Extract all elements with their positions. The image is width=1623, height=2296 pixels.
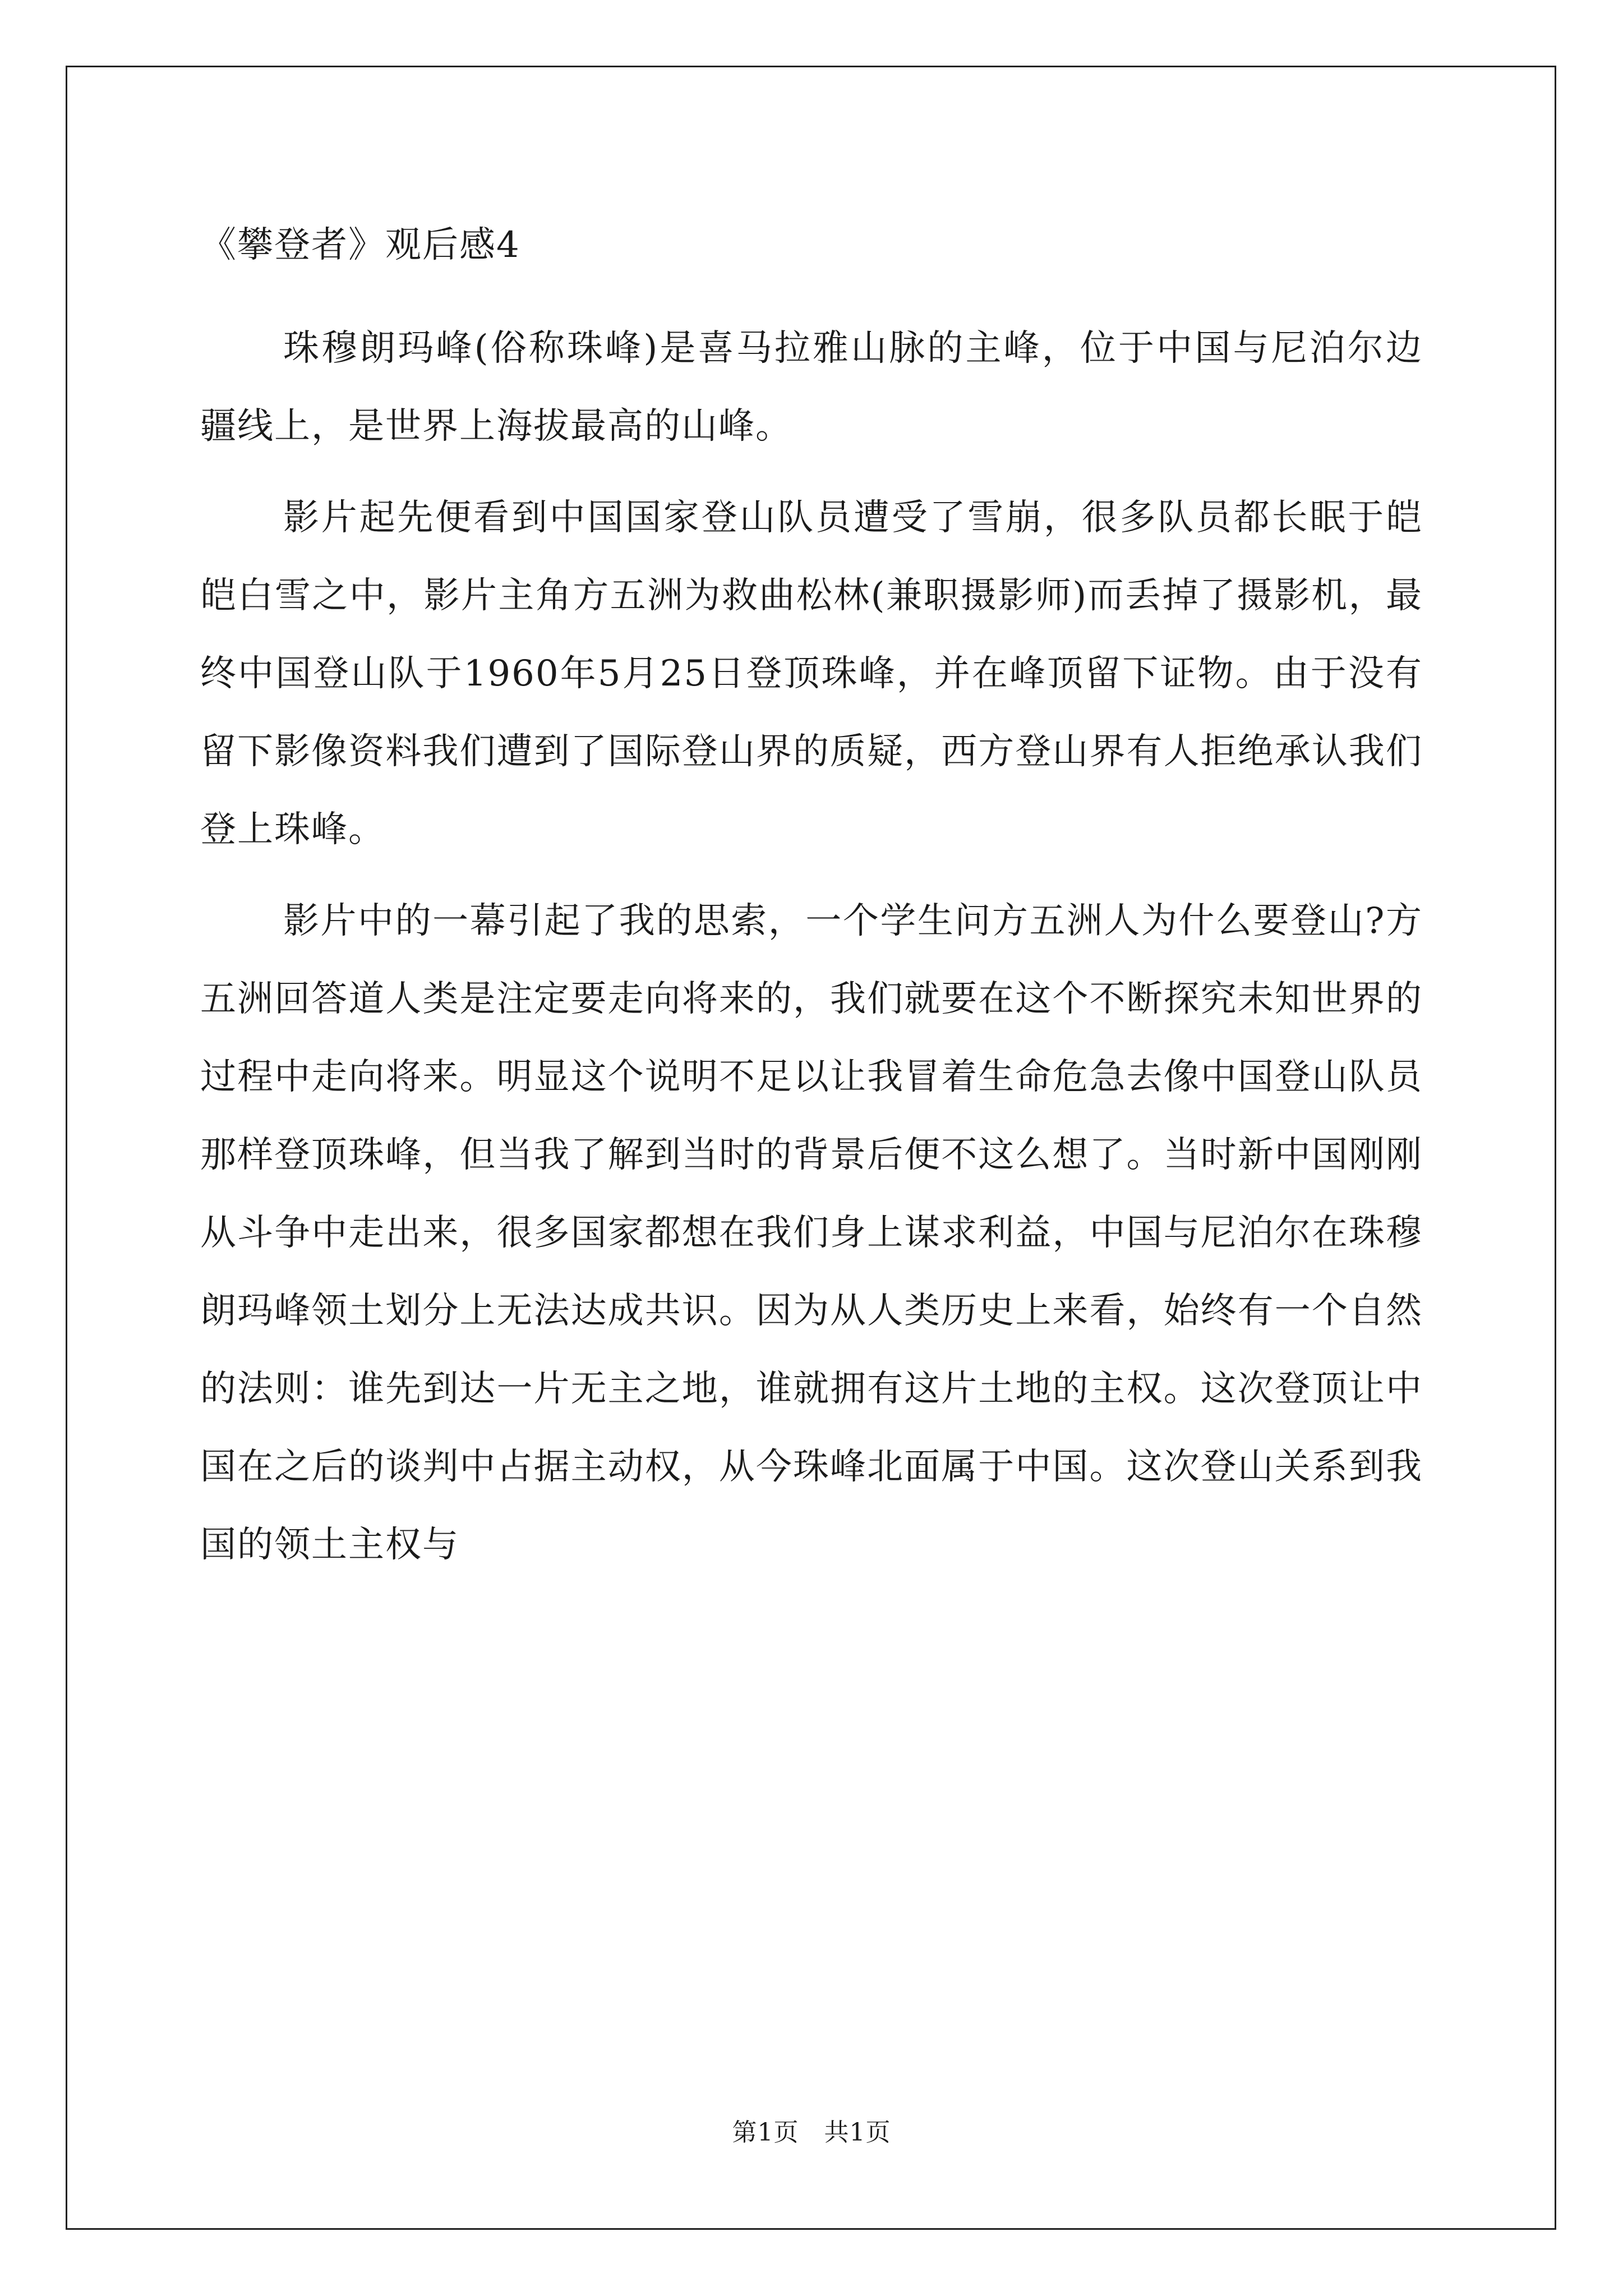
document-body xyxy=(200,208,1423,1584)
paragraph-1: 珠穆朗玛峰(俗称珠峰)是喜马拉雅山脉的主峰，位于中国与尼泊尔边疆线上，是世界上海拔最高的山峰。 xyxy=(200,328,1423,447)
paragraph-3: 影片中的一幕引起了我的思索，一个学生问方五洲人为什么要登山?方五洲回答道人类是注定要走向将来的，我们就要在这个不断探究未知世界的过程中走向将来。明显这个说明不足以让我冒着生命危急去像中国登山队员那样登顶珠峰，但当我了解到当时的背景后便不这么想了。当时新中国刚刚从斗争中走出来，很多国家都想在我们身上谋求利益，中国与尼泊尔在珠穆朗玛峰领土划分上无法达成共识。因为从人类历史上来看，始终有一个自然的法则：谁先到达一片无主之地，谁就拥有这片土地的主权。这次登顶让中国在之后的谈判中占据主动权，从今珠峰北面属于中国。这次登山关系到我国的领土主权与 xyxy=(200,900,1423,1566)
document-title: 《攀登者》观后感4 xyxy=(200,224,520,266)
paragraph-2: 影片起先便看到中国国家登山队员遭受了雪崩，很多队员都长眠于皑皑白雪之中，影片主角方五洲为救曲松林(兼职摄影师)而丢掉了摄影机，最终中国登山队于1960年5月25日登顶珠峰，并在峰顶留下证物。由于没有留下影像资料我们遭到了国际登山界的质疑，西方登山界有人拒绝承认我们登上珠峰。 xyxy=(200,497,1423,850)
page-number-footer: 第1页 共1页 xyxy=(732,2118,891,2147)
